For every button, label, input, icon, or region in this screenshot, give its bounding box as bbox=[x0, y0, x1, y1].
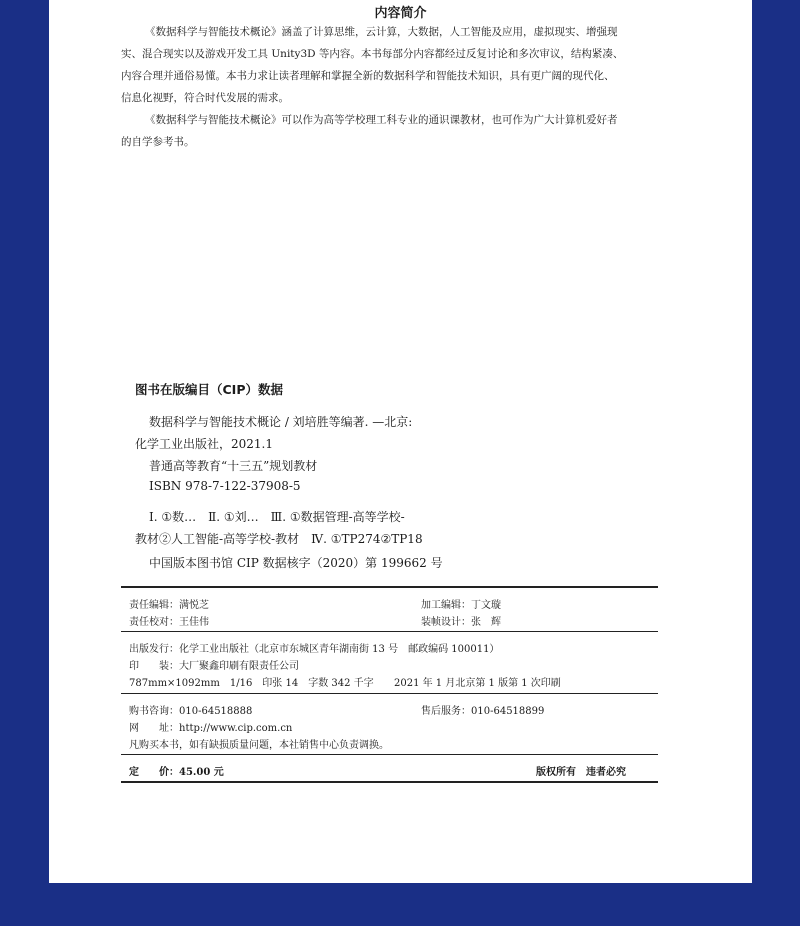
divider-bottom bbox=[121, 781, 658, 783]
responsible-editor: 责任编辑：满悦芝 bbox=[129, 600, 209, 611]
intro-title: 内容简介 bbox=[374, 6, 427, 21]
cip-title-line: 数据科学与智能技术概论 / 刘培胜等编著. —北京: bbox=[149, 415, 413, 429]
intro-p2-line-1: 《数据科学与智能技术概论》可以作为高等学校理工科专业的通识课教材，也可作为广大计算机爱好者 bbox=[145, 114, 618, 126]
divider-publish bbox=[121, 693, 658, 694]
intro-p2-line-2: 的自学参考书。 bbox=[121, 136, 195, 148]
quality-notice: 凡购买本书，如有缺损质量问题，本社销售中心负责调换。 bbox=[129, 740, 389, 751]
cip-heading: 图书在版编目（CIP）数据 bbox=[135, 382, 283, 397]
book-copyright-page bbox=[49, 0, 752, 883]
after-sales-phone: 售后服务：010-64518899 bbox=[421, 706, 545, 717]
cip-classification-line-2: 教材②人工智能-高等学校-教材 Ⅳ. ①TP274②TP18 bbox=[135, 532, 423, 546]
processing-editor: 加工编辑：丁文璇 bbox=[421, 600, 501, 611]
price: 定 价：45.00 元 bbox=[129, 767, 224, 778]
cip-series-line: 普通高等教育“十三五”规划教材 bbox=[149, 459, 318, 473]
printer-info: 印 装：大厂聚鑫印刷有限责任公司 bbox=[129, 661, 299, 672]
responsible-proofreader: 责任校对：王佳伟 bbox=[129, 617, 209, 628]
divider-top bbox=[121, 586, 658, 588]
intro-p1-line-2: 实、混合现实以及游戏开发工具 Unity3D 等内容。本书每部分内容都经过反复讨论和多次审议，结构紧凑、 bbox=[121, 48, 624, 60]
publisher-info: 出版发行：化学工业出版社（北京市东城区青年湖南街 13 号 邮政编码 100011） bbox=[129, 644, 500, 655]
website: 网 址：http://www.cip.com.cn bbox=[129, 723, 293, 734]
divider-credits bbox=[121, 631, 658, 632]
format-info: 787mm×1092mm 1/16 印张 14 字数 342 千字 bbox=[129, 678, 374, 689]
intro-p1-line-3: 内容合理并通俗易懂。本书力求让读者理解和掌握全新的数据科学和智能技术知识，具有更广阔的现代化、 bbox=[121, 70, 615, 82]
intro-p1-line-1: 《数据科学与智能技术概论》涵盖了计算思维，云计算，大数据，人工智能及应用，虚拟现实、增强现 bbox=[145, 26, 618, 38]
cip-classification-line-1: Ⅰ. ①数… Ⅱ. ①刘… Ⅲ. ①数据管理-高等学校- bbox=[149, 510, 405, 524]
divider-contact bbox=[121, 754, 658, 755]
cip-isbn-line: ISBN 978-7-122-37908-5 bbox=[149, 479, 301, 493]
cip-record-number: 中国版本图书馆 CIP 数据核字（2020）第 199662 号 bbox=[149, 556, 443, 570]
cip-publisher-line: 化学工业出版社，2021.1 bbox=[135, 437, 273, 451]
copyright-notice: 版权所有 违者必究 bbox=[536, 767, 626, 778]
intro-p1-line-4: 信息化视野，符合时代发展的需求。 bbox=[121, 92, 289, 104]
purchase-phone: 购书咨询：010-64518888 bbox=[129, 706, 253, 717]
edition-info: 2021 年 1 月北京第 1 版第 1 次印刷 bbox=[394, 678, 561, 689]
cover-designer: 装帧设计：张 辉 bbox=[421, 617, 501, 628]
